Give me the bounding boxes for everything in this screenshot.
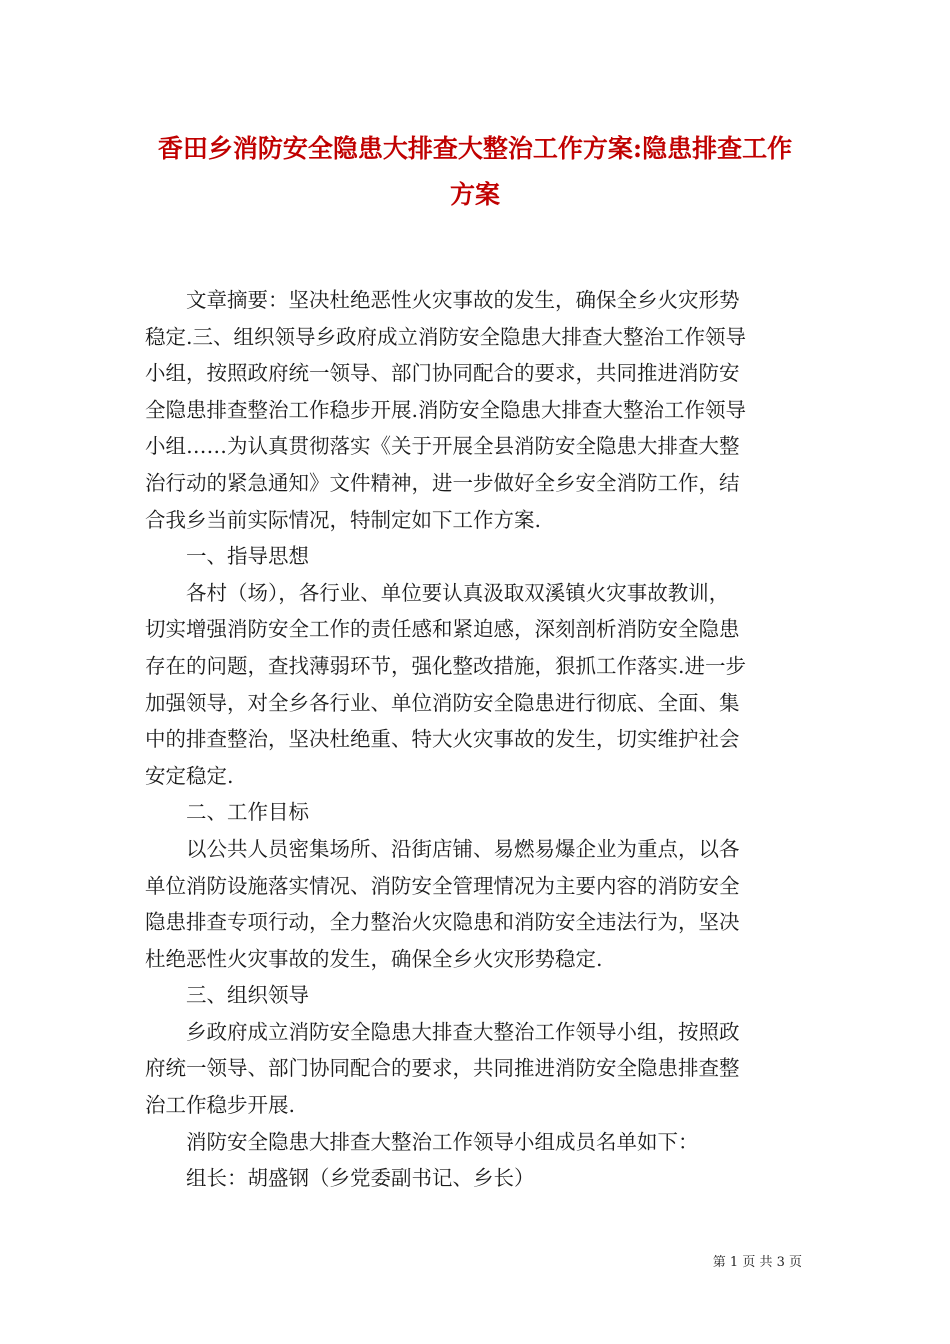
body-line: 组长：胡盛钢（乡党委副书记、乡长） [145,1166,535,1191]
section-heading: 一、指导思想 [145,544,309,569]
body-line: 安定稳定. [145,763,234,788]
body-line: 治行动的紧急通知》文件精神，进一步做好全乡安全消防工作，结 [145,470,740,495]
body-line: 乡政府成立消防安全隐患大排查大整治工作领导小组，按照政 [145,1019,740,1044]
body-line: 消防安全隐患大排查大整治工作领导小组成员名单如下： [145,1129,699,1154]
page-number-footer: 第 1 页 共 3 页 [712,1255,802,1270]
body-line: 以公共人员密集场所、沿街店铺、易燃易爆企业为重点，以各 [145,836,740,861]
body-line: 稳定.三、组织领导乡政府成立消防安全隐患大排查大整治工作领导 [145,324,747,349]
body-line: 中的排查整治，坚决杜绝重、特大火灾事故的发生，切实维护社会 [145,727,740,752]
body-line: 小组，按照政府统一领导、部门协同配合的要求，共同推进消防安 [145,361,740,386]
title-line-2: 方案 [449,180,500,209]
title-line-1: 香田乡消防安全隐患大排查大整治工作方案:隐患排查工作 [157,134,793,163]
body-line: 加强领导，对全乡各行业、单位消防安全隐患进行彻底、全面、集 [145,690,740,715]
body-line: 府统一领导、部门协同配合的要求，共同推进消防安全隐患排查整 [145,1056,740,1081]
document-body [145,282,825,1197]
body-line: 文章摘要：坚决杜绝恶性火灾事故的发生，确保全乡火灾形势 [145,288,740,312]
body-line: 各村（场），各行业、单位要认真汲取双溪镇火灾事故教训， [145,580,730,605]
body-line: 杜绝恶性火灾事故的发生，确保全乡火灾形势稳定. [145,946,603,971]
section-heading: 三、组织领导 [145,983,309,1008]
body-line: 治工作稳步开展. [145,1093,296,1118]
body-line: 存在的问题，查找薄弱环节，强化整改措施，狠抓工作落实.进一步 [145,653,747,678]
body-line: 切实增强消防安全工作的责任感和紧迫感，深刻剖析消防安全隐患 [145,617,740,642]
section-heading: 二、工作目标 [145,800,309,825]
body-line: 全隐患排查整治工作稳步开展.消防安全隐患大排查大整治工作领导 [145,397,747,422]
body-line: 小组……为认真贯彻落实《关于开展全县消防安全隐患大排查大整 [145,434,740,459]
document-title [120,126,830,218]
body-line: 隐患排查专项行动，全力整治火灾隐患和消防安全违法行为，坚决 [145,910,740,935]
body-line: 合我乡当前实际情况，特制定如下工作方案. [145,507,542,532]
body-line: 单位消防设施落实情况、消防安全管理情况为主要内容的消防安全 [145,873,740,898]
